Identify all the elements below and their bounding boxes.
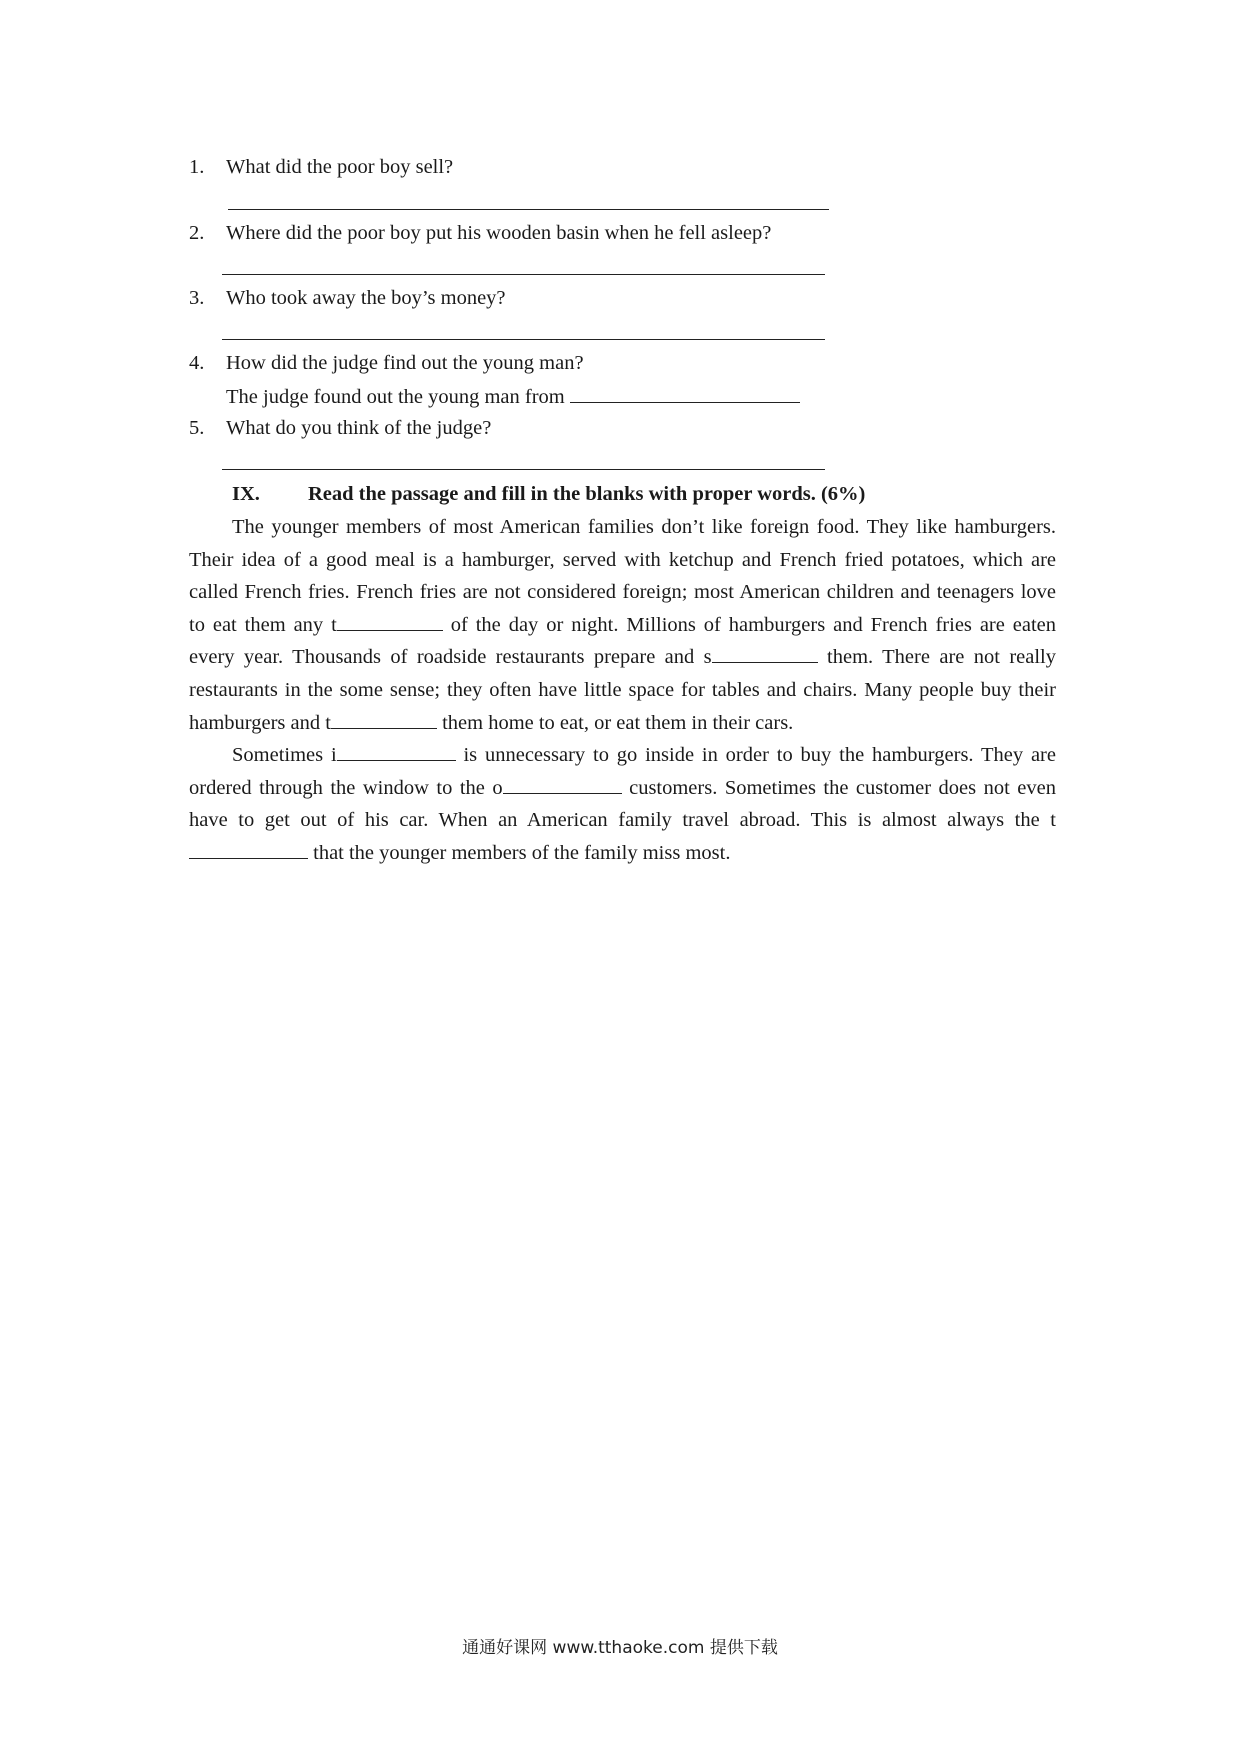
answer-blank-4[interactable] bbox=[570, 384, 800, 403]
fill-blank-5[interactable] bbox=[503, 775, 622, 794]
question-3 bbox=[189, 286, 506, 310]
question-text: How did the judge find out the young man? bbox=[226, 352, 584, 374]
fill-blank-3[interactable] bbox=[331, 710, 437, 729]
question-number: 3. bbox=[189, 287, 205, 309]
question-4 bbox=[189, 351, 584, 375]
section-numeral: IX. bbox=[232, 483, 260, 505]
question-4-prompt bbox=[226, 384, 800, 409]
section-heading bbox=[232, 483, 865, 506]
passage-text: them home to eat, or eat them in their cars. bbox=[436, 711, 794, 734]
answer-line-5[interactable] bbox=[222, 469, 825, 470]
question-text: What did the poor boy sell? bbox=[226, 156, 454, 178]
passage-text: is unnecessary to go inside in order to buy the hamburgers. They are ordered through the window to the o bbox=[189, 744, 1056, 799]
answer-line-2[interactable] bbox=[222, 274, 825, 275]
question-number: 2. bbox=[189, 222, 205, 244]
question-number: 1. bbox=[189, 156, 205, 178]
passage-text: them. There are not really restaurants in the some sense; they often have little space for tables and chairs. Many people buy their hamburgers and t bbox=[189, 646, 1056, 734]
question-text: What do you think of the judge? bbox=[226, 417, 492, 439]
prompt-text: The judge found out the young man from bbox=[226, 386, 565, 408]
question-number: 5. bbox=[189, 417, 205, 439]
passage-text: customers. Sometimes the customer does not even have to get out of his car. When an American family travel abroad. This is almost always the t bbox=[189, 776, 1056, 832]
footer-credit: 通通好课网 www.tthaoke.com 提供下载 bbox=[462, 1638, 778, 1658]
passage-text: Sometimes i bbox=[232, 744, 337, 767]
passage-text: of the day or night. Millions of hamburgers and French fries are eaten every year. Thousands of roadside restaurants prepare and s bbox=[189, 613, 1057, 669]
passage-paragraph-1 bbox=[189, 511, 1056, 739]
answer-line-3[interactable] bbox=[222, 339, 825, 340]
fill-blank-6[interactable] bbox=[189, 840, 308, 859]
question-text: Where did the poor boy put his wooden basin when he fell asleep? bbox=[226, 222, 772, 244]
passage-paragraph-2 bbox=[189, 739, 1056, 869]
passage-text: The younger members of most American families don’t like foreign food. They like hamburgers. Their idea of a good meal is a hamburger, served with ketchup and French fried potatoes, which are called French fries. French fries are not considered foreign; most American children and teenagers love to eat them any t bbox=[189, 516, 1056, 636]
question-5 bbox=[189, 416, 491, 440]
fill-blank-1[interactable] bbox=[337, 612, 443, 631]
question-number: 4. bbox=[189, 352, 205, 374]
question-text: Who took away the boy’s money? bbox=[226, 287, 506, 309]
answer-line-1[interactable] bbox=[228, 209, 829, 210]
fill-blank-2[interactable] bbox=[712, 644, 818, 663]
passage-text: that the younger members of the family miss most. bbox=[308, 841, 731, 864]
fill-blank-4[interactable] bbox=[337, 742, 456, 761]
question-2 bbox=[189, 221, 771, 245]
cloze-passage bbox=[189, 511, 1056, 870]
question-1 bbox=[189, 155, 453, 179]
section-title: Read the passage and fill in the blanks with proper words. (6%) bbox=[308, 483, 866, 505]
